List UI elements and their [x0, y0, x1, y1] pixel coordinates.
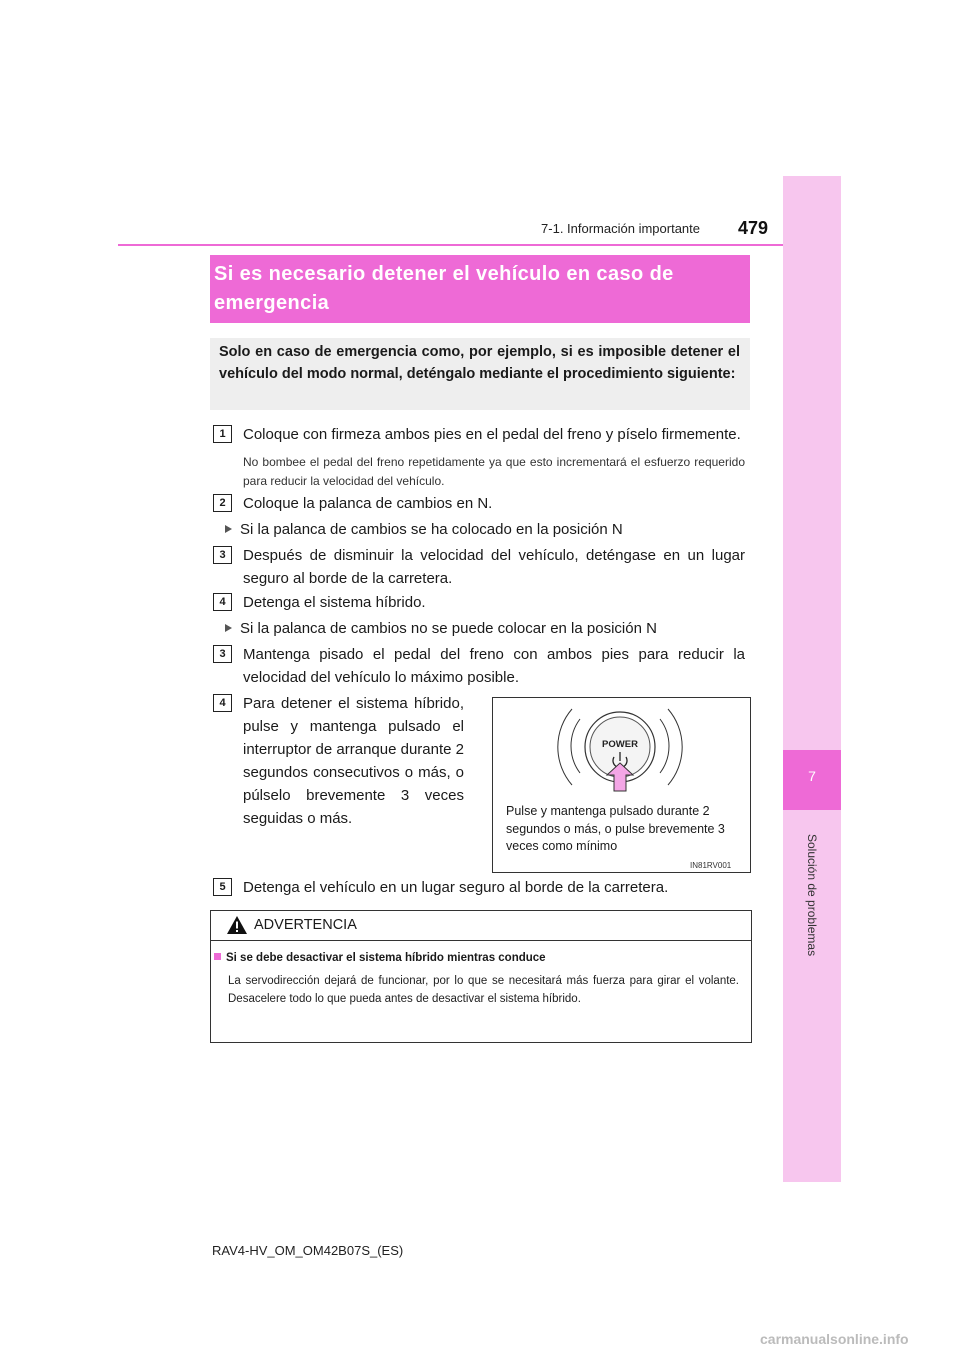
step-text: Después de disminuir la velocidad del vehículo, deténgase en un lugar seguro al borde de la carretera. [243, 547, 745, 587]
illustration-code: IN81RV001 [690, 861, 732, 870]
square-bullet-icon [214, 953, 221, 960]
motion-arc-left-inner [571, 719, 580, 773]
step-note: No bombee el pedal del freno repetidamente ya que esto incrementará el esfuerzo requerido para reducir la velocidad del vehículo. [243, 455, 745, 488]
side-tab-number: 7 [808, 768, 816, 784]
step-number: 2 [213, 494, 232, 512]
step-text: Para detener el sistema híbrido, pulse y mantenga pulsado el interruptor de arranque durante 2 segundos consecutivos o más, o púlselo brevemente 3 veces seguidas o más. [243, 695, 464, 827]
side-tab-strip [783, 176, 841, 1182]
warning-title: ADVERTENCIA [254, 917, 357, 933]
triangle-bullet-icon [225, 525, 232, 533]
step-number: 3 [213, 546, 232, 564]
step-text: Detenga el vehículo en un lugar seguro al borde de la carretera. [243, 879, 669, 896]
step-text: Coloque la palanca de cambios en N. [243, 495, 493, 512]
step-number: 4 [213, 694, 232, 712]
motion-arc-right-inner [660, 719, 669, 773]
document-code: RAV4-HV_OM_OM42B07S_(ES) [212, 1243, 404, 1258]
step-text: Detenga el sistema híbrido. [243, 594, 426, 611]
warning-triangle-icon [226, 915, 248, 935]
page-title: Si es necesario detener el vehículo en caso de emergencia [214, 263, 674, 314]
page-number: 479 [738, 218, 769, 238]
side-tab-label: Solución de problemas [805, 834, 819, 957]
step-text: Coloque con firmeza ambos pies en el pedal del freno y píselo firmemente. [243, 426, 741, 443]
motion-arc-right-outer [668, 709, 682, 785]
step-number: 5 [213, 878, 232, 896]
step-text: Mantenga pisado el pedal del freno con ambos pies para reducir la velocidad del vehículo lo máximo posible. [243, 646, 745, 686]
triangle-bullet-icon [225, 624, 232, 632]
condition-bullet [225, 619, 745, 639]
condition-text: Si la palanca de cambios no se puede colocar en la posición N [240, 620, 657, 637]
warning-divider [210, 940, 752, 941]
warning-heading [214, 952, 744, 964]
header-rule [118, 244, 783, 246]
power-button-label: POWER [602, 739, 638, 750]
intro-text: Solo en caso de emergencia como, por ejemplo, si es imposible detener el vehículo del modo normal, deténgalo mediante el procedimiento siguiente: [219, 344, 740, 382]
warning-heading-text: Si se debe desactivar el sistema híbrido mientras conduce [226, 952, 546, 964]
motion-arc-left-outer [558, 709, 572, 785]
condition-text: Si la palanca de cambios se ha colocado en la posición N [240, 521, 623, 538]
watermark: carmanualsonline.info [760, 1331, 909, 1347]
power-button-illustration [492, 697, 750, 807]
step-number: 4 [213, 593, 232, 611]
step-number: 1 [213, 425, 232, 443]
condition-bullet [225, 520, 745, 540]
warning-body: La servodirección dejará de funcionar, por lo que se necesitará más fuerza para girar el volante. Desacelere todo lo que pueda antes de desactivar el sistema híbrido. [228, 975, 739, 1005]
step-number: 3 [213, 645, 232, 663]
section-label: 7-1. Información importante [541, 221, 700, 236]
illustration-caption: Pulse y mantenga pulsado durante 2 segundos o más, o pulse brevemente 3 veces como mínimo [506, 804, 725, 853]
